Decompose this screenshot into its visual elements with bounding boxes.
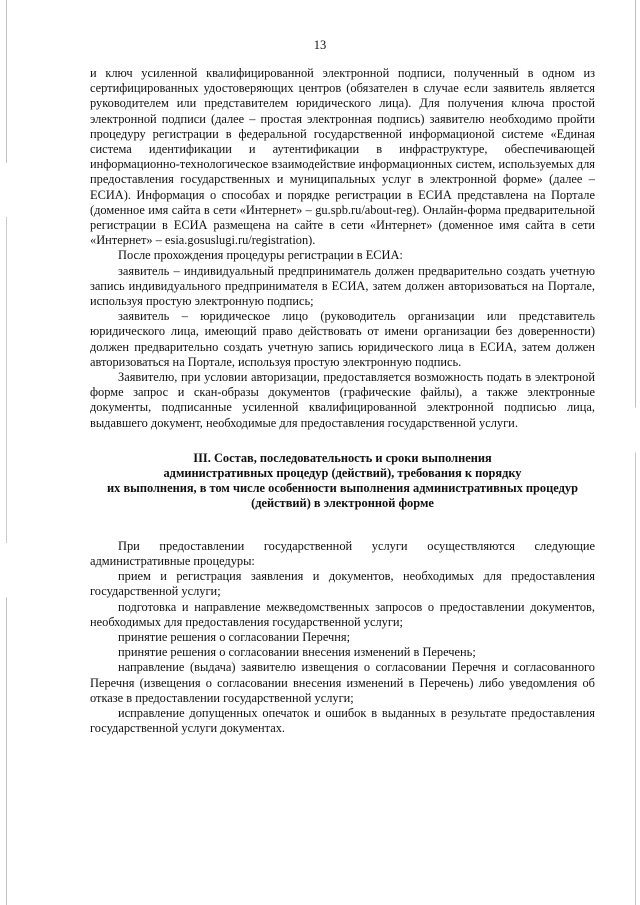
section-heading-line: их выполнения, в том числе особенности выполнения административных процедур <box>107 481 578 496</box>
paragraph-procedures-intro: При предоставлении государственной услуги осуществляются следующие административные процедуры: <box>90 538 595 568</box>
section-heading-line: административных процедур (действий), требования к порядку <box>163 466 522 481</box>
paragraph-electronic-submission: Заявителю, при условии авторизации, предоставляется возможность подать в электроной форме запрос и скан-образы документов (графические файлы), а также электронные документы, подписанные усиленной квалифицированной электронной подписью лица, выдавшего документ, необходимые для предоставления государственной услуги. <box>90 370 595 430</box>
paragraph-after-registration: После прохождения процедуры регистрации в ЕСИА: <box>118 248 403 263</box>
document-body <box>90 66 595 736</box>
procedure-item: исправление допущенных опечаток и ошибок в выданных в результате предоставления государственной услуги документах. <box>90 705 595 736</box>
procedure-item: принятие решения о согласовании внесения изменений в Перечень; <box>118 645 476 660</box>
section-heading-line: III. Состав, последовательность и сроки выполнения <box>193 450 492 465</box>
paragraph-esia-key: и ключ усиленной квалифицированной электронной подписи, полученный в одном из сертифицированных удостоверяющих центров (обязателен в случае если заявитель является руководителем или представителем юридического лица). Для получения ключа простой электронной подписи (далее – простая электронная подпись) заявителю необходимо пройти процедуру регистрации в федеральной государственной информационой системе «Единая система идентификации и аутентификации в инфраструктуре, обеспечивающей информационно-технологическое взаимодействие информационных систем, используемых для предоставления государственных и муниципальных услуг в электронной форме» (далее – ЕСИА). Информация о способах и порядке регистрации в ЕСИА представлена на Портале (доменное имя сайта в сети «Интернет» – gu.spb.ru/about-reg). Онлайн-форма предварительной регистрации в ЕСИА размещена на сайте в сети «Интернет» (доменное имя сайта в сети «Интернет» – esia.gosuslugi.ru/registration). <box>90 66 595 248</box>
scan-edge-left <box>6 0 7 905</box>
procedure-item: прием и регистрация заявления и документов, необходимых для предоставления государственной услуги; <box>90 569 595 599</box>
procedure-item: направление (выдача) заявителю извещения о согласовании Перечня и согласованного Перечня (извещения о согласовании внесения изменений в Перечень) либо уведомления об отказе в предоставлении государственной услуги; <box>90 660 595 705</box>
paragraph-legal-entity: заявитель – юридическое лицо (руководитель организации или представитель юридического лица, имеющий право действовать от имени организации без доверенности) должен предварительно создать учетную запись юридического лица в ЕСИА, затем должен авторизоваться на Портале, используя простую электронную подпись. <box>90 309 595 369</box>
section-heading <box>90 451 595 512</box>
procedure-item: принятие решения о согласовании Перечня; <box>118 629 351 644</box>
scan-edge-right <box>635 0 636 905</box>
section-heading-line: (действий) в электронной форме <box>251 496 434 511</box>
page-number: 13 <box>313 38 327 52</box>
procedure-item: подготовка и направление межведомственных запросов о предоставлении документов, необходимых для предоставления государственной услуги; <box>90 599 595 629</box>
paragraph-individual-entrepreneur: заявитель – индивидуальный предприниматель должен предварительно создать учетную запись индивидуального предпринимателя в ЕСИА, затем должен авторизоваться на Портале, используя простую электронную подпись; <box>90 263 595 309</box>
